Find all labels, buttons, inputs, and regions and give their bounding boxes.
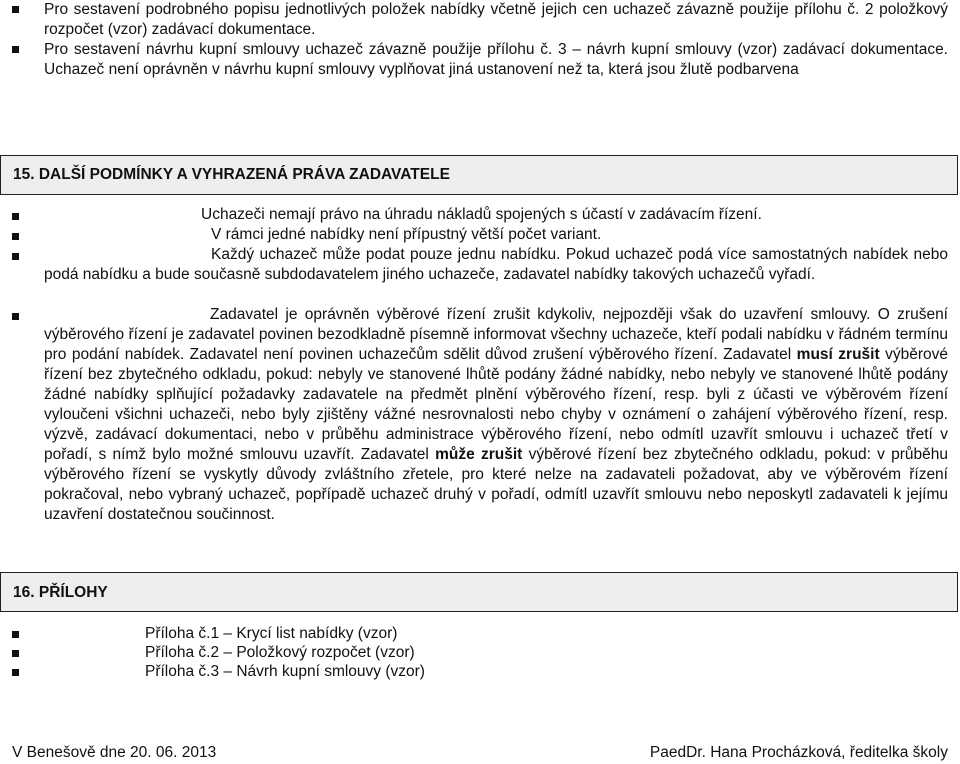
intro-paragraph-1: Pro sestavení podrobného popisu jednotlivých položek nabídky včetně jejich cen uchazeč závazně použije přílohu č. 2 položkový rozpočet (vzor) zadávací dokumentace.	[44, 1, 948, 38]
section-15-header: 15. DALŠÍ PODMÍNKY A VYHRAZENÁ PRÁVA ZADAVATELE	[0, 155, 958, 195]
place-and-date: V Benešově dne 20. 06. 2013	[12, 744, 217, 761]
section-15-item-3-rest: Pokud uchazeč podá více samostatných nabídek nebo podá nabídku a bude současně subdodavatelem jiného uchazeče, zadavatel nabídky takových uchazečů vyřadí.	[44, 246, 948, 283]
section-15-item-3	[44, 245, 948, 285]
bullet-icon	[12, 313, 19, 320]
signature: PaedDr. Hana Procházková, ředitelka školy	[649, 744, 948, 761]
item-4-text-a: Zadavatel je oprávněn výběrové řízení zrušit kdykoliv, nejpozději však do uzavření smlouvy. O zrušení výběrového řízení je zadavatel povinen bezodkladně písemně informovat všechny uchazeče, kteří podali nabídku v řádném termínu pro podání nabídek. Zadavatel není povinen uchazečům sdělit důvod zrušení výběrového řízení. Zadavatel	[44, 306, 948, 363]
bullet-icon	[12, 650, 19, 657]
section-15-item-1: Uchazeči nemají právo na úhradu nákladů spojených s účastí v zadávacím řízení.	[201, 206, 762, 223]
item-4-text-c: výběrové řízení bez zbytečného odkladu, pokud: v průběhu výběrového řízení se vyskytly důvody zvláštního zřetele, pro které nelze na zadavateli požadovat, aby ve výběrovém řízení pokračoval, nebo vybraný uchazeč, popřípadě uchazeč druhý v pořadí, odmítl uzavřít smlouvu nebo neposkytl zadavateli k jejímu uzavření dostatečnou součinnost.	[44, 446, 949, 523]
intro-paragraph-2: Pro sestavení návrhu kupní smlouvy uchazeč závazně použije přílohu č. 3 – návrh kupní smlouvy (vzor) zadávací dokumentace. Uchazeč není oprávněn v návrhu kupní smlouvy vyplňovat jiná ustanovení než ta, která jsou žlutě podbarvena	[44, 41, 948, 78]
bullet-icon	[12, 253, 19, 260]
section-15-item-3-first: Každý uchazeč může podat pouze jednu nabídku.	[211, 246, 561, 263]
bullet-icon	[12, 213, 19, 220]
bullet-icon	[12, 46, 19, 53]
attachment-item-3: Příloha č.3 – Návrh kupní smlouvy (vzor)	[145, 663, 425, 680]
item-4-text-b: výběrové řízení bez zbytečného odkladu, pokud: nebyly ve stanovené lhůtě podány žádné nabídky, nebo nebyly ve stanovené lhůtě podány žádné nabídky splňující požadavky zadavatele na předmět plnění výběrového řízení, resp. byli z účasti ve výběrovém řízení vyloučeni všichni uchazeči, nebo byly zjištěny vážné nesrovnalosti nebo chyby v oznámení o zahájení výběrového řízení, resp. výzvě, zadávací dokumentaci, nebo v průběhu administrace výběrového řízení, nebo odmítl uzavřít smlouvu i uchazeč třetí v pořadí, s nímž bylo možné smlouvu uzavřít. Zadavatel	[44, 346, 948, 463]
bullet-icon	[12, 631, 19, 638]
bullet-icon	[12, 669, 19, 676]
attachment-item-1: Příloha č.1 – Krycí list nabídky (vzor)	[145, 625, 398, 642]
attachment-item-2: Příloha č.2 – Položkový rozpočet (vzor)	[145, 644, 415, 661]
bullet-icon	[12, 6, 19, 13]
section-16-header: 16. PŘÍLOHY	[0, 572, 958, 612]
section-15-item-4	[44, 305, 948, 525]
section-15-item-2: V rámci jedné nabídky není přípustný větší počet variant.	[211, 226, 602, 243]
item-4-bold-must: musí zrušit	[796, 346, 880, 363]
item-4-bold-may: může zrušit	[435, 446, 523, 463]
bullet-icon	[12, 233, 19, 240]
